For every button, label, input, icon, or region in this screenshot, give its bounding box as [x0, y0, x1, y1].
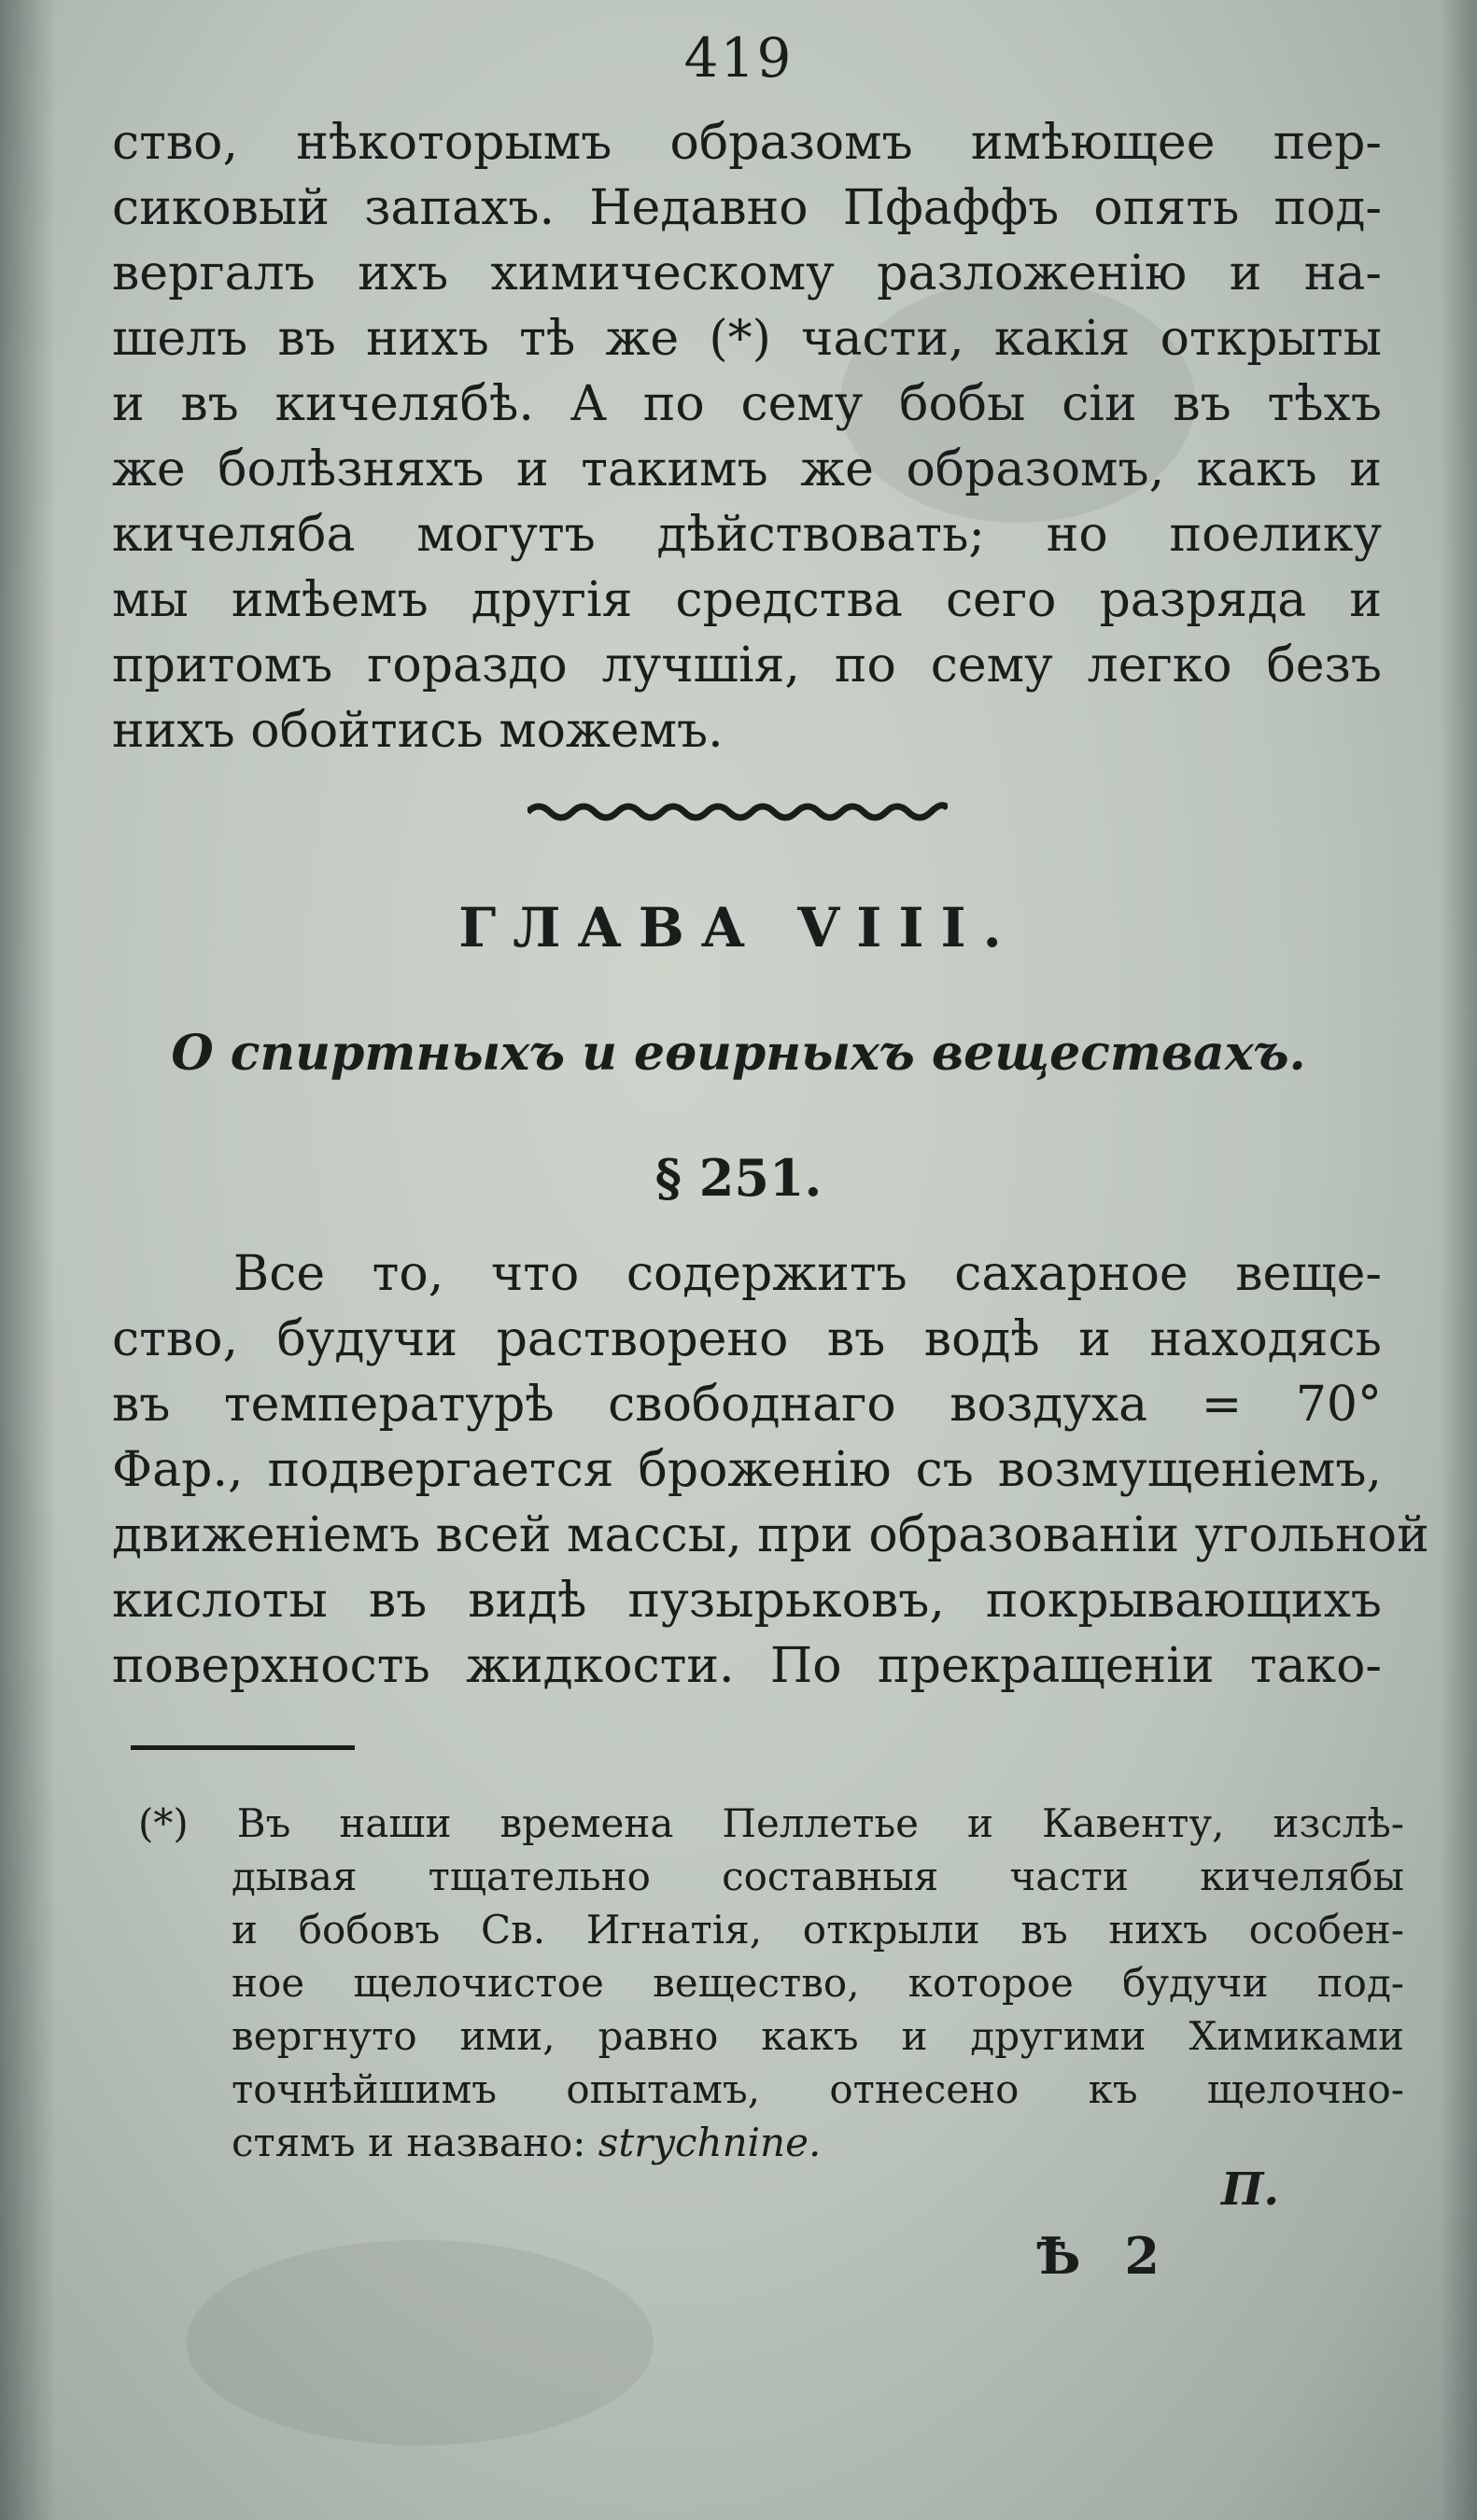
footnote-line-last — [138, 2116, 1404, 2169]
text-line: ство, будучи растворено въ водѣ и находясь — [112, 1311, 1382, 1367]
footnote-line: дывая тщательно составныя части кичелябы — [232, 1854, 1404, 1899]
section-number: § 251. — [654, 1148, 823, 1208]
text-line: притомъ гораздо лучшія, по сему легко безъ — [112, 637, 1382, 693]
page-number: 419 — [683, 26, 794, 90]
text-line: движеніемъ всей массы, при образованіи угольной — [112, 1507, 1429, 1563]
footnote-line: ное щелочистое вещество, которое будучи под- — [232, 1960, 1404, 2006]
page-edge-shadow — [1440, 0, 1477, 2520]
text-line: Фар., подвергается броженію съ возмущеніемъ, — [112, 1442, 1382, 1498]
printer-signature-mark: Ѣ 2 — [1036, 2226, 1173, 2286]
chapter-subtitle: О спиртныхъ и еѳирныхъ веществахъ. — [171, 1025, 1306, 1082]
text-line: нихъ обойтись можемъ. — [112, 703, 724, 759]
text-line: сиковый запахъ. Недавно Пфаффъ опять под- — [112, 180, 1382, 236]
text-line: кислоты въ видѣ пузырьковъ, покрывающихъ — [112, 1573, 1382, 1629]
text-line: ство, нѣкоторымъ образомъ имѣющее пер- — [112, 115, 1382, 171]
footnote — [138, 1797, 1404, 2169]
footnote-line: вергнуто ими, равно какъ и другими Химиками — [232, 2013, 1404, 2059]
page-gutter-shadow — [0, 0, 56, 2520]
text-line: въ температурѣ свободнаго воздуха = 70° — [112, 1377, 1382, 1433]
footnote-line: (*) Въ наши времена Пеллетье и Кавенту, изслѣ- — [138, 1800, 1404, 1846]
text-line: Все то, что содержитъ сахарное веще- — [233, 1246, 1382, 1302]
text-line: шелъ въ нихъ тѣ же (*) части, какія открыты — [112, 311, 1382, 367]
text-line: вергалъ ихъ химическому разложенію и на- — [112, 245, 1382, 301]
wave-ornament — [528, 801, 948, 823]
paper-stain — [187, 2240, 654, 2445]
catchword: П. — [1221, 2163, 1280, 2216]
text-line: же болѣзняхъ и такимъ же образомъ, какъ и — [112, 441, 1382, 497]
chapter-heading: ГЛАВА VIII. — [458, 896, 1019, 959]
footnote-divider — [131, 1745, 355, 1750]
footnote-line: и бобовъ Св. Игнатія, открыли въ нихъ особен- — [232, 1907, 1404, 1953]
paragraph-continued — [112, 110, 1382, 763]
text-line: поверхность жидкости. По прекращеніи тако- — [112, 1638, 1382, 1694]
text-line: и въ кичелябѣ. А по сему бобы сіи въ тѣхъ — [112, 376, 1382, 432]
text-line: кичеляба могутъ дѣйствовать; но поелику — [112, 507, 1382, 563]
footnote-text: стямъ и названо: — [232, 2120, 586, 2165]
footnote-latin-term: strychnine. — [598, 2120, 822, 2165]
text-line: мы имѣемъ другія средства сего разряда и — [112, 572, 1382, 628]
footnote-line: точнѣйшимъ опытамъ, отнесено къ щелочно- — [232, 2066, 1404, 2112]
paragraph-section-251 — [112, 1241, 1429, 1699]
